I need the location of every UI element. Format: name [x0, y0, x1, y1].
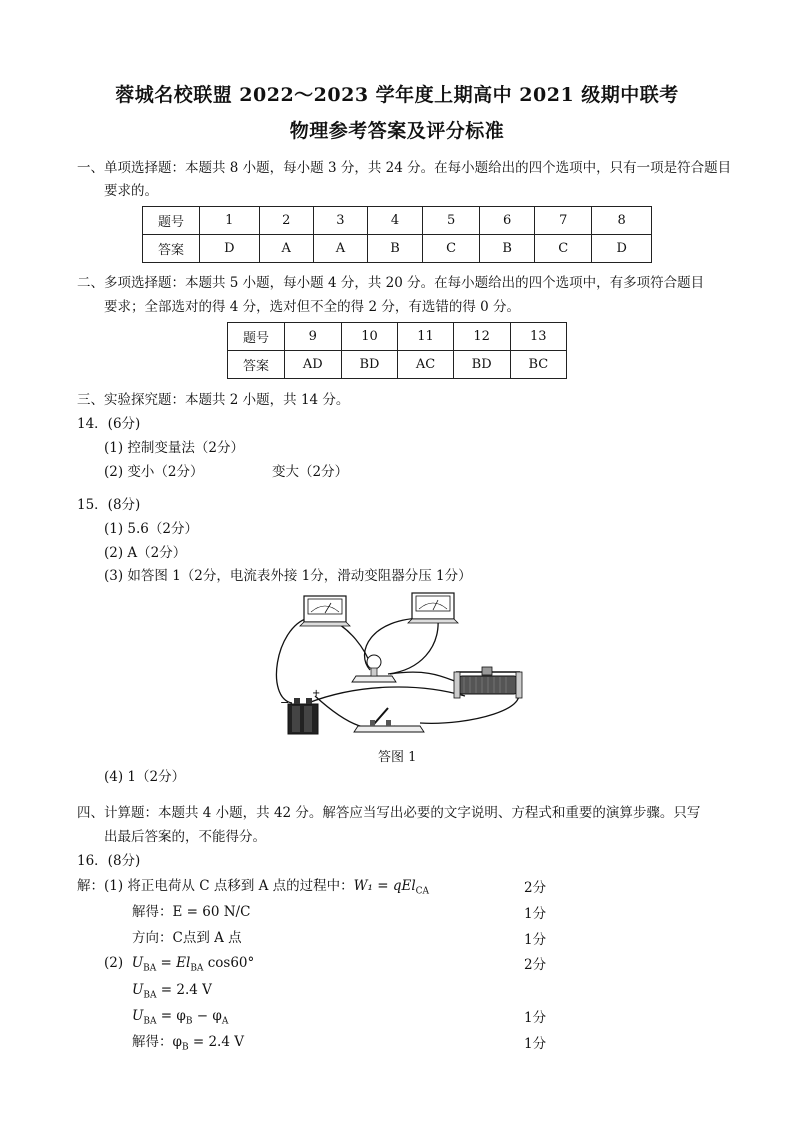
q15-answer-4: (4) 1（2分） — [104, 769, 186, 785]
q15-title: 15．(8分) — [77, 497, 141, 513]
step-equation: U — [131, 955, 144, 971]
q14-answer-2a: (2) 变小（2分） — [104, 464, 204, 480]
table-cell: AC — [398, 351, 453, 379]
table-cell: 8 — [592, 207, 652, 235]
solution-step-6 — [132, 1006, 228, 1032]
section2-heading: 二、多项选择题：本题共 5 小题，每小题 4 分，共 20 分。在每小题给出的四个选项中，有多项符合题目 — [77, 275, 705, 291]
table-row — [143, 235, 652, 263]
table-cell: 4 — [367, 207, 422, 235]
table-cell: 10 — [341, 323, 398, 351]
q15-answer-2: (2) A（2分） — [104, 545, 187, 561]
step-7-score: 1分 — [524, 1036, 547, 1052]
step-text: (1) 将正电荷从 C 点移到 A 点的过程中： — [104, 878, 354, 894]
battery-plus-label: + — [312, 688, 321, 699]
table-cell: 5 — [423, 207, 480, 235]
table-cell: BD — [453, 351, 510, 379]
table-cell: 6 — [480, 207, 535, 235]
table-cell: 1 — [200, 207, 260, 235]
q14-answer-1: (1) 控制变量法（2分） — [104, 440, 245, 456]
section1-heading: 一、单项选择题：本题共 8 小题，每小题 3 分，共 24 分。在每小题给出的四个选项中，只有一项是符合题目 — [77, 160, 732, 176]
table-cell: 12 — [453, 323, 510, 351]
step-subscript: A — [221, 1016, 229, 1027]
table-row — [143, 207, 652, 235]
table-cell: BD — [341, 351, 398, 379]
table-answer-label: 答案 — [228, 351, 285, 379]
step-text: 解得：φ — [132, 1034, 182, 1050]
step-subscript: BA — [143, 1016, 157, 1027]
step-subscript: CA — [415, 886, 430, 897]
rheostat-icon — [454, 667, 522, 698]
table-cell: BC — [510, 351, 566, 379]
q15-answer-1: (1) 5.6（2分） — [104, 521, 198, 537]
section3-heading: 三、实验探究题：本题共 2 小题，共 14 分。 — [77, 392, 350, 408]
table-cell: AD — [285, 351, 342, 379]
table-row — [228, 323, 567, 351]
table-cell: A — [259, 235, 313, 263]
step-label: (2) — [104, 955, 124, 971]
answer-table-single — [142, 206, 652, 263]
step-6-score: 1分 — [524, 1010, 547, 1026]
step-2-score: 1分 — [524, 906, 547, 922]
page-subtitle: 物理参考答案及评分标准 — [289, 120, 505, 142]
table-cell: 3 — [313, 207, 367, 235]
section2-heading-cont: 要求；全部选对的得 4 分，选对但不全的得 2 分，有选错的得 0 分。 — [104, 299, 521, 315]
battery-icon — [288, 698, 318, 734]
table-header-label: 题号 — [143, 207, 200, 235]
step-3-score: 1分 — [524, 932, 547, 948]
step-4-score: 2分 — [524, 957, 547, 973]
answer-table-multi — [227, 322, 567, 379]
step-equation: = 2.4 V — [156, 982, 212, 998]
table-cell: D — [592, 235, 652, 263]
battery-minus-label: − — [280, 696, 290, 709]
section1-heading-cont: 要求的。 — [104, 183, 158, 199]
section4-heading: 四、计算题：本题共 4 小题，共 42 分。解答应当写出必要的文字说明、方程式和重要的演算步骤。只写 — [77, 805, 701, 821]
solution-step-3: 方向：C点到 A 点 — [132, 930, 242, 946]
circuit-diagram — [270, 588, 532, 746]
step-equation: = φ — [156, 1008, 186, 1024]
table-cell: 2 — [259, 207, 313, 235]
table-answer-label: 答案 — [143, 235, 200, 263]
step-equation: = 2.4 V — [188, 1034, 244, 1050]
section4-heading-cont: 出最后答案的，不能得分。 — [104, 829, 266, 845]
step-subscript: BA — [143, 990, 157, 1001]
step-subscript: B — [185, 1016, 193, 1027]
step-equation: cos60° — [203, 955, 255, 971]
table-cell: B — [367, 235, 422, 263]
step-1-score: 2分 — [524, 880, 547, 896]
table-header-label: 题号 — [228, 323, 285, 351]
q15-answer-3: (3) 如答图 1（2分，电流表外接 1分，滑动变阻器分压 1分） — [104, 568, 472, 584]
solution-step-2: 解得：E = 60 N/C — [132, 904, 251, 920]
step-equation: − φ — [192, 1008, 222, 1024]
solution-step-5 — [132, 980, 212, 1006]
step-equation: = El — [156, 955, 191, 971]
switch-icon — [354, 708, 424, 732]
solution-step-7 — [132, 1032, 244, 1058]
table-cell: 9 — [285, 323, 342, 351]
table-cell: C — [535, 235, 592, 263]
table-cell: 13 — [510, 323, 566, 351]
table-cell: D — [200, 235, 260, 263]
table-cell: 7 — [535, 207, 592, 235]
table-cell: C — [423, 235, 480, 263]
step-subscript: B — [181, 1042, 189, 1053]
q14-answer-2b: 变大（2分） — [272, 464, 349, 480]
q14-title: 14．(6分) — [77, 416, 141, 432]
meter-right — [408, 593, 458, 623]
page-title: 蓉城名校联盟 2022～2023 学年度上期高中 2021 级期中联考 — [115, 84, 679, 106]
solution-step-1 — [104, 876, 429, 902]
figure-caption: 答图 1 — [378, 750, 417, 765]
step-subscript: BA — [190, 963, 204, 974]
step-equation: U — [132, 1008, 144, 1024]
step-equation: U — [132, 982, 144, 998]
lamp-icon — [352, 655, 396, 682]
solution-step-4 — [104, 953, 254, 979]
table-cell: A — [313, 235, 367, 263]
q16-title: 16．(8分) — [77, 853, 141, 869]
table-cell: B — [480, 235, 535, 263]
step-subscript: BA — [143, 963, 157, 974]
solution-label: 解： — [77, 878, 104, 894]
meter-left — [300, 596, 350, 626]
table-row — [228, 351, 567, 379]
step-equation: W₁ = qEl — [353, 878, 416, 894]
table-cell: 11 — [398, 323, 453, 351]
